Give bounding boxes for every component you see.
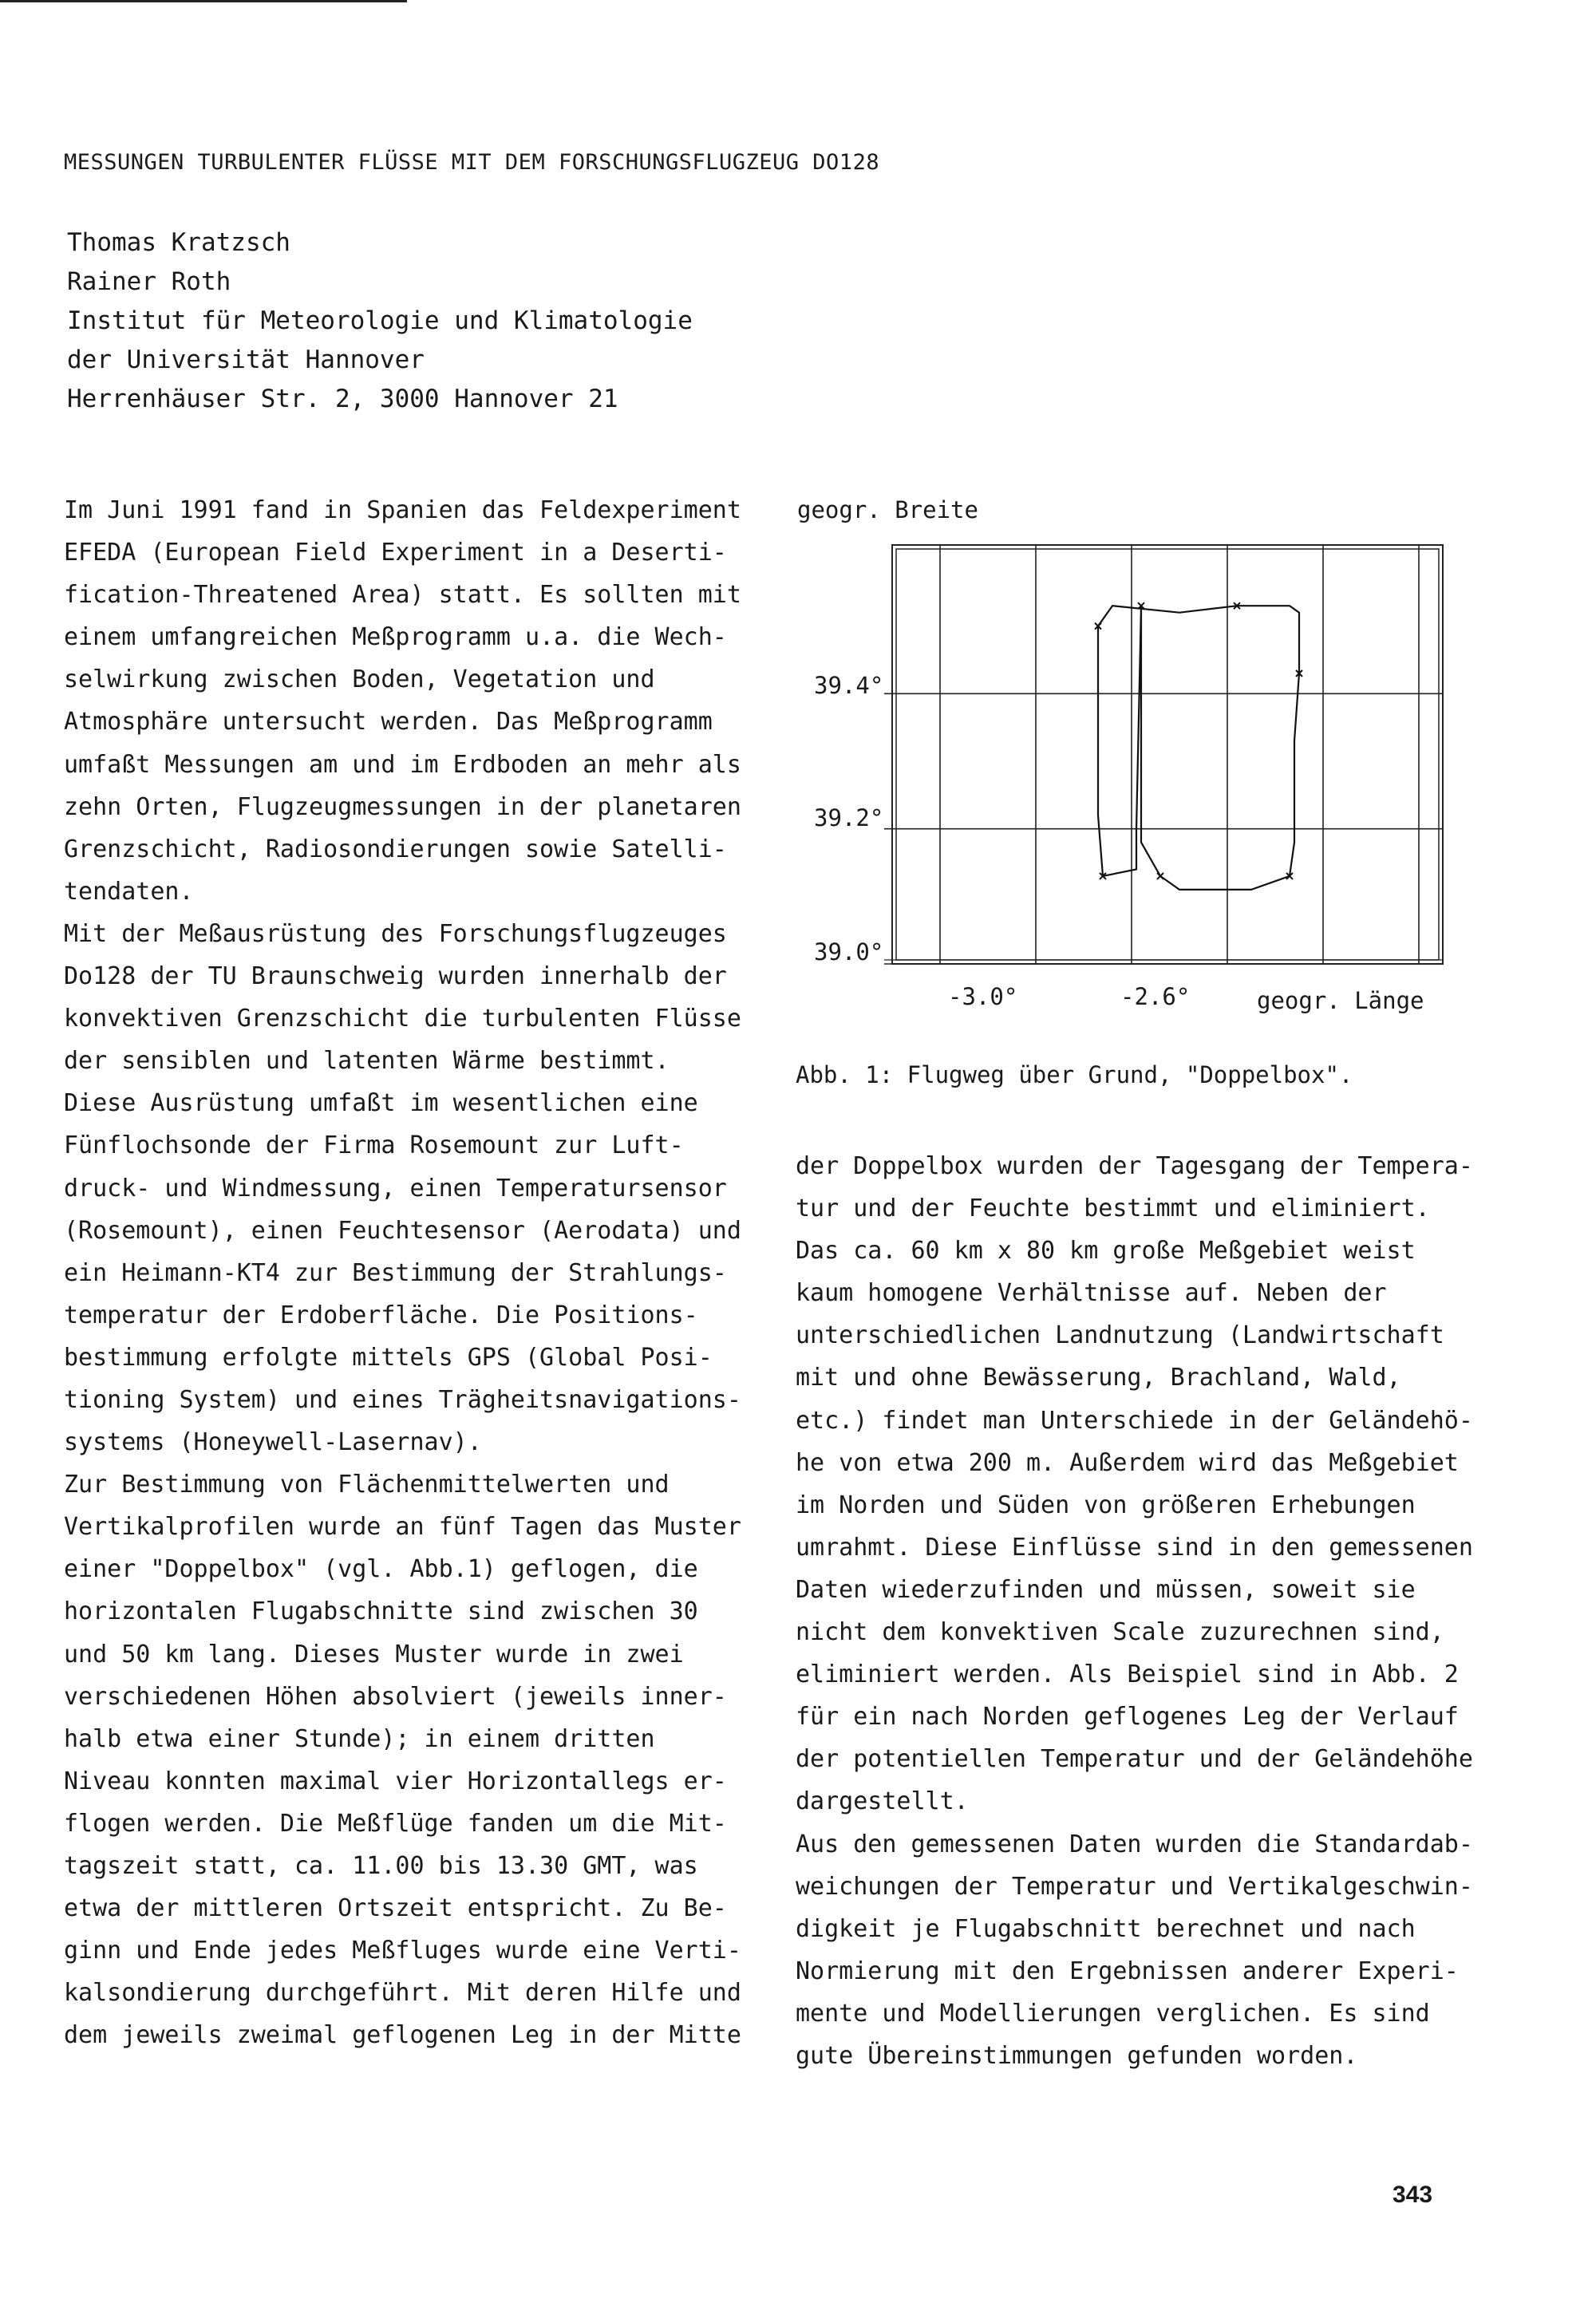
x-tick-label: -2.6° — [1120, 983, 1191, 1010]
x-axis-title: geogr. Länge — [1257, 987, 1424, 1014]
body-text-line: konvektiven Grenzschicht die turbulenten Flüsse — [64, 1005, 741, 1033]
body-text-line: horizontalen Flugabschnitte sind zwischen 30 — [64, 1597, 698, 1626]
body-text-line: verschiedenen Höhen absolviert (jeweils inner- — [64, 1682, 727, 1711]
body-text-line: druck- und Windmessung, einen Temperatursensor — [64, 1174, 727, 1202]
y-axis-title: geogr. Breite — [797, 496, 978, 523]
body-text-line: zehn Orten, Flugzeugmessungen in der planetaren — [64, 792, 741, 821]
top-rule — [0, 0, 407, 2]
body-text-line: Im Juni 1991 fand in Spanien das Feldexperiment — [64, 496, 741, 524]
body-text-line: tioning System) und eines Trägheitsnavigations- — [64, 1385, 741, 1414]
body-text-line: Daten wiederzufinden und müssen, soweit sie — [796, 1575, 1416, 1604]
body-text-line: Aus den gemessenen Daten wurden die Standardab- — [796, 1830, 1473, 1858]
body-text-line: Normierung mit den Ergebnissen anderer Experi- — [796, 1957, 1459, 1985]
body-text-line: kaum homogene Verhältnisse auf. Neben der — [796, 1279, 1387, 1308]
right-column-text — [796, 1145, 1498, 2077]
body-text-line: nicht dem konvektiven Scale zuzurechnen sind, — [796, 1618, 1444, 1647]
figure-caption: Abb. 1: Flugweg über Grund, "Doppelbox". — [796, 1061, 1353, 1088]
body-text-line: Das ca. 60 km x 80 km große Meßgebiet weist — [796, 1237, 1416, 1266]
plot-frame — [892, 545, 1443, 964]
body-text-line: fication-Threatened Area) statt. Es sollten mit — [64, 581, 741, 610]
body-text-line: selwirkung zwischen Boden, Vegetation und — [64, 665, 655, 694]
y-tick-label: 39.2° — [814, 804, 884, 831]
flight-path-chart — [790, 495, 1492, 1005]
affiliation-line: Institut für Meteorologie und Klimatologie — [67, 306, 693, 335]
body-text-line: gute Übereinstimmungen gefunden worden. — [796, 2041, 1358, 2070]
body-text-line: (Rosemount), einen Feuchtesensor (Aerodata) und — [64, 1216, 741, 1245]
body-text-line: einer "Doppelbox" (vgl. Abb.1) geflogen, die — [64, 1555, 698, 1584]
body-text-line: der potentiellen Temperatur und der Geländehöhe — [796, 1745, 1473, 1774]
body-text-line: Atmosphäre untersucht werden. Das Meßprogramm — [64, 708, 713, 736]
body-text-line: Fünflochsonde der Firma Rosemount zur Luft- — [64, 1131, 684, 1160]
body-text-line: etc.) findet man Unterschiede in der Geländehö- — [796, 1406, 1473, 1435]
left-column-text — [64, 489, 766, 2056]
body-text-line: mente und Modellierungen verglichen. Es sind — [796, 1999, 1430, 2028]
body-text-line: tagszeit statt, ca. 11.00 bis 13.30 GMT, was — [64, 1852, 698, 1880]
body-text-line: mit und ohne Bewässerung, Brachland, Wald, — [796, 1364, 1401, 1392]
flight-path-line — [1098, 606, 1299, 890]
x-tick-label: -3.0° — [948, 983, 1018, 1010]
address-line: Herrenhäuser Str. 2, 3000 Hannover 21 — [67, 385, 618, 413]
body-text-line: bestimmung erfolgte mittels GPS (Global Posi- — [64, 1343, 713, 1372]
author-name: Rainer Roth — [67, 267, 231, 296]
body-text-line: EFEDA (European Field Experiment in a Deserti- — [64, 539, 727, 567]
body-text-line: Do128 der TU Braunschweig wurden innerhalb der — [64, 962, 727, 991]
body-text-line: weichungen der Temperatur und Vertikalgeschwin- — [796, 1872, 1473, 1901]
body-text-line: umrahmt. Diese Einflüsse sind in den gemessenen — [796, 1533, 1473, 1562]
body-text-line: im Norden und Süden von größeren Erhebungen — [796, 1491, 1416, 1519]
body-text-line: tendaten. — [64, 877, 194, 906]
body-text-line: dargestellt. — [796, 1787, 969, 1816]
body-text-line: ein Heimann-KT4 zur Bestimmung der Strahlungs- — [64, 1258, 727, 1287]
body-text-line: digkeit je Flugabschnitt berechnet und nach — [796, 1914, 1416, 1943]
body-text-line: dem jeweils zweimal geflogenen Leg in der Mitte — [64, 2021, 741, 2050]
body-text-line: he von etwa 200 m. Außerdem wird das Meßgebiet — [796, 1448, 1459, 1477]
body-text-line: etwa der mittleren Ortszeit entspricht. Zu Be- — [64, 1894, 727, 1923]
body-text-line: Diese Ausrüstung umfaßt im wesentlichen eine — [64, 1089, 698, 1118]
y-tick-label: 39.4° — [814, 672, 884, 699]
page-number: 343 — [1393, 2182, 1433, 2208]
affiliation-line: der Universität Hannover — [67, 346, 425, 374]
body-text-line: Niveau konnten maximal vier Horizontallegs er- — [64, 1767, 727, 1795]
body-text-line: ginn und Ende jedes Meßfluges wurde eine Verti- — [64, 1937, 741, 1965]
figure-flight-path — [790, 495, 1492, 1014]
body-text-line: halb etwa einer Stunde); in einem dritten — [64, 1724, 655, 1753]
body-text-line: für ein nach Norden geflogenes Leg der Verlauf — [796, 1703, 1459, 1732]
y-tick-label: 39.0° — [814, 938, 884, 966]
body-text-line: einem umfangreichen Meßprogramm u.a. die Wech- — [64, 623, 727, 652]
body-text-line: kalsondierung durchgeführt. Mit deren Hilfe und — [64, 1979, 741, 2008]
body-text-line: unterschiedlichen Landnutzung (Landwirtschaft — [796, 1321, 1444, 1350]
body-text-line: Zur Bestimmung von Flächenmittelwerten und — [64, 1471, 670, 1499]
body-text-line: flogen werden. Die Meßflüge fanden um die Mit- — [64, 1809, 727, 1838]
paper-title: MESSUNGEN TURBULENTER FLÜSSE MIT DEM FORSCHUNGSFLUGZEUG DO128 — [64, 150, 880, 175]
author-block — [67, 223, 693, 419]
body-text-line: systems (Honeywell-Lasernav). — [64, 1428, 482, 1457]
author-name: Thomas Kratzsch — [67, 228, 290, 257]
body-text-line: Mit der Meßausrüstung des Forschungsflugzeuges — [64, 919, 727, 948]
body-text-line: der Doppelbox wurden der Tagesgang der Tempera- — [796, 1152, 1473, 1180]
body-text-line: Vertikalprofilen wurde an fünf Tagen das Muster — [64, 1513, 741, 1542]
body-text-line: und 50 km lang. Dieses Muster wurde in zwei — [64, 1640, 684, 1668]
body-text-line: umfaßt Messungen am und im Erdboden an mehr als — [64, 750, 741, 779]
body-text-line: eliminiert werden. Als Beispiel sind in Abb. 2 — [796, 1661, 1459, 1689]
body-text-line: der sensiblen und latenten Wärme bestimmt. — [64, 1047, 670, 1076]
body-text-line: Grenzschicht, Radiosondierungen sowie Satelli- — [64, 835, 727, 863]
body-text-line: temperatur der Erdoberfläche. Die Positions- — [64, 1301, 698, 1329]
body-text-line: tur und der Feuchte bestimmt und eliminiert. — [796, 1195, 1430, 1223]
